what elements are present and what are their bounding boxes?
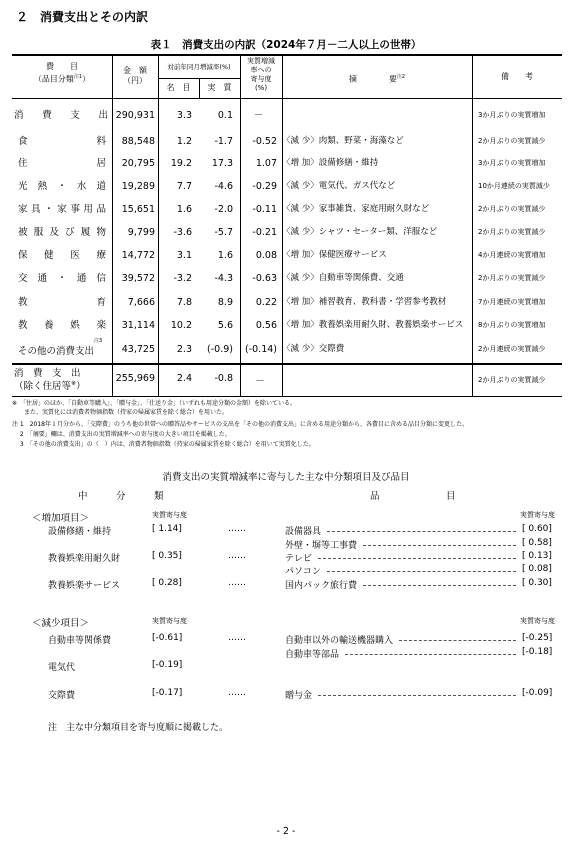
category-name: 自動車等関係費 <box>48 636 112 646</box>
row-remark: 2か月ぶりの実質減少 <box>478 137 546 145</box>
row-summary: 〈減 少〉電気代、ガス代など <box>282 181 396 191</box>
row-summary: 〈減 少〉シャツ・セーター類、洋服など <box>282 227 438 237</box>
item-name: パソコン <box>285 567 321 577</box>
item-value: [-0.09] <box>522 688 553 698</box>
category-value: [ 1.14] <box>152 524 182 534</box>
contrib-label-right: 実質寄与度 <box>520 511 555 519</box>
table-title: 表１ 消費支出の内訳（2024年７月－二人以上の世帯） <box>150 39 422 51</box>
contrib-section-title: 消費支出の実質増減率に寄与した主な中分類項目及び品目 <box>162 472 410 483</box>
item-name: 国内パック旅行費 <box>285 581 358 591</box>
table-row <box>12 314 562 337</box>
row-amount: 15,651 <box>121 204 155 215</box>
contrib-label-left-2: 実質寄与度 <box>152 617 187 625</box>
item-value: [ 0.58] <box>522 538 552 548</box>
row-real: 5.6 <box>217 320 233 331</box>
row-nominal: 3.3 <box>176 110 192 121</box>
dots: …… <box>228 688 246 698</box>
row-contrib: 0.56 <box>255 320 277 331</box>
row-remark: 2か月ぶりの実質減少 <box>478 274 546 282</box>
contrib-label-left: 実質寄与度 <box>152 511 187 519</box>
row-nominal: 10.2 <box>170 320 192 331</box>
category-name: 電気代 <box>48 663 76 673</box>
item-value: [ 0.13] <box>522 551 552 561</box>
contrib-note: 注 主な中分類項目を寄与度順に掲載した。 <box>48 723 229 733</box>
table-row <box>12 130 562 153</box>
item-value: [ 0.60] <box>522 524 552 534</box>
contrib-label-right-2: 実質寄与度 <box>520 617 555 625</box>
row-contrib: -0.29 <box>252 181 277 192</box>
dots: …… <box>228 524 246 534</box>
leader-line <box>318 558 516 559</box>
leader-line <box>363 545 516 546</box>
total-remark: 2か月ぶりの実質減少 <box>478 376 546 384</box>
category-value: [-0.17] <box>152 688 183 698</box>
item-value: [ 0.08] <box>522 564 552 574</box>
table-row <box>12 244 562 267</box>
header-nominal: 名 目 <box>166 83 191 92</box>
row-amount: 39,572 <box>121 273 155 284</box>
footnote-3: 注 1 2018年１月分から、「交際費」のうち他の世帯への贈答品やサービスの支出を「その他の消費支出」に含める用途分類から、各費目に含める品目分類に変更した。 <box>12 421 468 428</box>
row-amount: 88,548 <box>121 136 155 147</box>
row-real: -5.7 <box>214 227 233 238</box>
row-category: 保健医療 <box>18 250 106 261</box>
row-amount: 31,114 <box>121 320 155 331</box>
row-remark: 3か月ぶりの実質増加 <box>478 159 546 167</box>
row-real: 17.3 <box>211 158 233 169</box>
row-category: 被服及び履物 <box>18 227 106 238</box>
section-title: ２ 消費支出とその内訳 <box>16 10 149 24</box>
row-nominal: 19.2 <box>170 158 192 169</box>
row-nominal: 2.3 <box>176 344 192 355</box>
total-cat-line1: 消 費 支 出 <box>14 368 81 379</box>
row-real: -4.6 <box>214 181 233 192</box>
page-number: - 2 - <box>276 826 296 837</box>
category-name: 交際費 <box>48 691 76 701</box>
row-real: 8.9 <box>217 297 233 308</box>
row-amount: 9,799 <box>127 227 155 238</box>
row-category: 食料 <box>18 136 106 147</box>
item-value: [-0.18] <box>522 647 553 657</box>
row-contrib: (-0.14) <box>245 344 277 355</box>
row-real: 0.1 <box>217 110 233 121</box>
table-row <box>12 267 562 290</box>
table-row <box>12 221 562 244</box>
row-nominal: 3.1 <box>176 250 192 261</box>
row-nominal: 7.7 <box>176 181 192 192</box>
dots: …… <box>228 551 246 561</box>
contrib-col-class: 中 分 類 <box>78 491 164 502</box>
row-amount: 7,666 <box>127 297 155 308</box>
item-value: [ 0.30] <box>522 578 552 588</box>
row-remark: 7か月連続の実質増加 <box>478 298 546 306</box>
row-contrib: -0.52 <box>252 136 277 147</box>
item-name: 自動車等部品 <box>285 650 340 660</box>
row-category: 光熱・水道 <box>18 181 106 192</box>
row-contrib: -0.63 <box>252 273 277 284</box>
row-real: -4.3 <box>214 273 233 284</box>
header-contrib: 実質増減 率への 寄与度 (%) <box>247 57 275 92</box>
row-summary: 〈減 少〉肉類、野菜・海藻など <box>282 136 404 146</box>
row-remark: 8か月ぶりの実質増加 <box>478 321 546 329</box>
leader-line <box>327 531 516 532</box>
header-amount: 金 額 （円） <box>123 66 147 85</box>
row-summary: 〈増 加〉補習教育、教科書・学習参考教材 <box>282 297 447 307</box>
row-category: 住居 <box>18 158 106 169</box>
row-nominal: 7.8 <box>176 297 192 308</box>
category-name: 教養娯楽用耐久財 <box>48 554 121 564</box>
row-category: 消費支出 <box>14 110 108 121</box>
row-summary: 〈増 加〉設備修繕・維持 <box>282 158 379 168</box>
contrib-col-items: 品 目 <box>370 491 456 502</box>
row-remark: 2か月ぶりの実質減少 <box>478 205 546 213</box>
total-real: -0.8 <box>214 373 233 384</box>
row-contrib: -0.11 <box>252 204 277 215</box>
row-real: -2.0 <box>214 204 233 215</box>
row-summary: 〈減 少〉交際費 <box>282 344 345 354</box>
row-remark: 3か月ぶりの実質増加 <box>478 111 546 119</box>
row-category: 家具・家事用品 <box>18 204 106 215</box>
total-cat-line2: （除く住居等※） <box>14 379 86 392</box>
row-nominal: -3.2 <box>173 273 192 284</box>
category-value: [-0.61] <box>152 633 183 643</box>
category-value: [-0.19] <box>152 660 183 670</box>
table-row <box>12 338 562 361</box>
row-contrib: 1.07 <box>255 158 277 169</box>
row-amount: 19,289 <box>121 181 155 192</box>
table-row <box>12 152 562 175</box>
row-nominal: 1.6 <box>176 204 192 215</box>
dots: …… <box>228 633 246 643</box>
row-contrib: 0.22 <box>255 297 277 308</box>
row-amount: 14,772 <box>121 250 155 261</box>
row-real: (-0.9) <box>207 344 233 355</box>
row-amount: 20,795 <box>121 158 155 169</box>
row-amount: 43,725 <box>121 344 155 355</box>
row-remark: 4か月連続の実質増加 <box>478 251 546 259</box>
row-category: その他の消費支出$^{注3}$ <box>18 338 103 358</box>
table-row <box>12 198 562 221</box>
leader-line <box>399 640 516 641</box>
increase-label: ＜増加項目＞ <box>32 513 90 524</box>
footnote-1: ※ 「住居」のほか、「自動車等購入」、「贈与金」、「仕送り金」（いずれも用途分類の金額）を除いている。 <box>12 400 297 407</box>
row-contrib: 0.08 <box>255 250 277 261</box>
row-contrib: -0.21 <box>252 227 277 238</box>
header-item: 費 目 （品目分類$^{注1}$） <box>33 62 91 84</box>
item-name: 自動車以外の輸送機器購入 <box>285 636 394 646</box>
header-rate-group: 対前年同月増減率(%) <box>167 63 231 71</box>
category-name: 教養娯楽サービス <box>48 581 121 591</box>
footnote-2: また、実質化には消費者物価指数（持家の帰属家賃を除く総合）を用いた。 <box>12 409 229 416</box>
header-remarks: 備 考 <box>501 72 533 81</box>
row-real: -1.7 <box>214 136 233 147</box>
row-category: 教育 <box>18 297 106 308</box>
item-value: [-0.25] <box>522 633 553 643</box>
footnote-5: 3 「その他の消費支出」の（ ）内は、消費者物価指数（持家の帰属家賃を除く総合）を用いて実質化した。 <box>12 441 315 448</box>
row-remark: 2か月連続の実質減少 <box>478 345 546 353</box>
leader-line <box>318 695 516 696</box>
footnote-4: 2 「摘要」欄は、消費支出の実質増減率への寄与度の大きい項目を掲載した。 <box>12 431 231 438</box>
row-summary: 〈増 加〉保健医療サービス <box>282 250 387 260</box>
row-summary: 〈増 加〉教養娯楽用耐久財、教養娯楽サービス <box>282 320 464 330</box>
row-contrib: － <box>253 110 264 121</box>
item-name: 外壁・塀等工事費 <box>285 541 358 551</box>
category-value: [ 0.28] <box>152 578 182 588</box>
header-real: 実 質 <box>207 83 232 92</box>
leader-line <box>327 571 516 572</box>
table-row <box>12 175 562 198</box>
category-value: [ 0.35] <box>152 551 182 561</box>
table-row <box>12 291 562 314</box>
total-amount: 255,969 <box>115 373 155 384</box>
row-real: 1.6 <box>217 250 233 261</box>
row-category: 教養娯楽 <box>18 320 106 331</box>
total-nominal: 2.4 <box>176 373 192 384</box>
row-summary: 〈減 少〉家事雑貨、家庭用耐久財など <box>282 204 430 214</box>
item-name: 設備器具 <box>285 527 322 537</box>
dots: …… <box>228 578 246 588</box>
row-category: 交通・通信 <box>18 273 106 284</box>
row-nominal: -3.6 <box>173 227 192 238</box>
row-amount: 290,931 <box>115 110 155 121</box>
row-remark: 10か月連続の実質減少 <box>478 182 550 190</box>
row-remark: 2か月ぶりの実質減少 <box>478 228 546 236</box>
total-contrib: － <box>255 376 265 387</box>
item-name: 贈与金 <box>285 691 313 701</box>
leader-line <box>345 654 516 655</box>
leader-line <box>363 585 516 586</box>
category-name: 設備修繕・維持 <box>48 527 112 537</box>
table-row <box>12 104 562 127</box>
decrease-label: ＜減少項目＞ <box>32 618 90 629</box>
row-nominal: 1.2 <box>176 136 192 147</box>
item-name: テレビ <box>285 554 312 564</box>
row-summary: 〈減 少〉自動車等関係費、交通 <box>282 273 404 283</box>
header-summary: 摘 要$^{注2}$ <box>348 74 406 84</box>
